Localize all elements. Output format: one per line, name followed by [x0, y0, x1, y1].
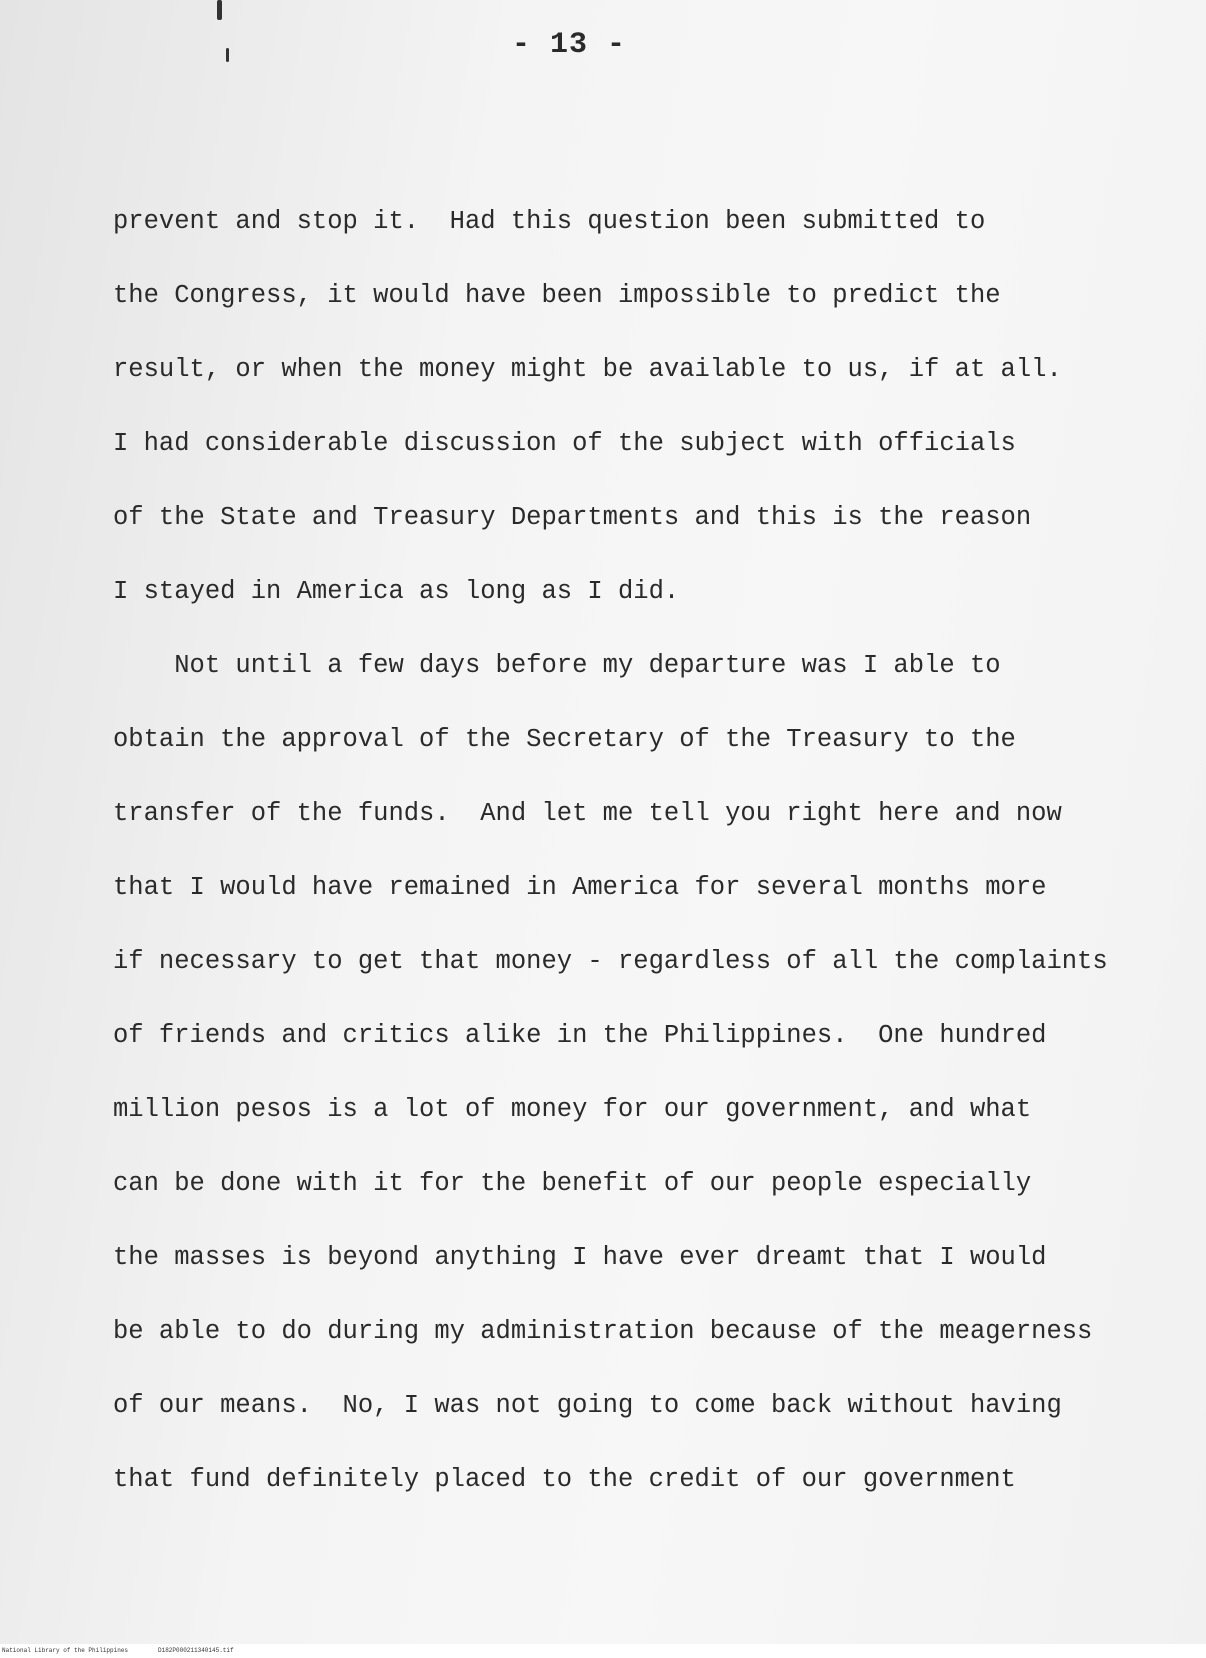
- text-line: transfer of the funds. And let me tell you right here and now: [113, 799, 1062, 828]
- text-line: Not until a few days before my departure was I able to: [113, 651, 1001, 680]
- text-line: result, or when the money might be available to us, if at all.: [113, 355, 1062, 384]
- scan-footer: [0, 1644, 1206, 1658]
- text-line: the masses is beyond anything I have ever dreamt that I would: [113, 1243, 1047, 1272]
- footer-filename: D182P000211340145.tif: [158, 1647, 234, 1654]
- ink-mark: [217, 0, 222, 20]
- text-line: be able to do during my administration because of the meagerness: [113, 1317, 1093, 1346]
- text-line: the Congress, it would have been impossible to predict the: [113, 281, 1001, 310]
- text-line: if necessary to get that money - regardless of all the complaints: [113, 947, 1108, 976]
- text-line: that I would have remained in America for several months more: [113, 873, 1047, 902]
- text-line: of the State and Treasury Departments and this is the reason: [113, 503, 1032, 532]
- text-line: million pesos is a lot of money for our government, and what: [113, 1095, 1032, 1124]
- page-number: - 13 -: [512, 28, 627, 62]
- text-line: obtain the approval of the Secretary of the Treasury to the: [113, 725, 1016, 754]
- ink-mark: [226, 48, 229, 62]
- text-line: prevent and stop it. Had this question been submitted to: [113, 207, 986, 236]
- text-line: I stayed in America as long as I did.: [113, 577, 680, 606]
- text-line: can be done with it for the benefit of our people especially: [113, 1169, 1032, 1198]
- text-line: of friends and critics alike in the Philippines. One hundred: [113, 1021, 1047, 1050]
- text-line: that fund definitely placed to the credit of our government: [113, 1465, 1016, 1494]
- footer-source: National Library of the Philippines: [2, 1647, 129, 1654]
- text-line: of our means. No, I was not going to come back without having: [113, 1391, 1062, 1420]
- text-line: I had considerable discussion of the subject with officials: [113, 429, 1016, 458]
